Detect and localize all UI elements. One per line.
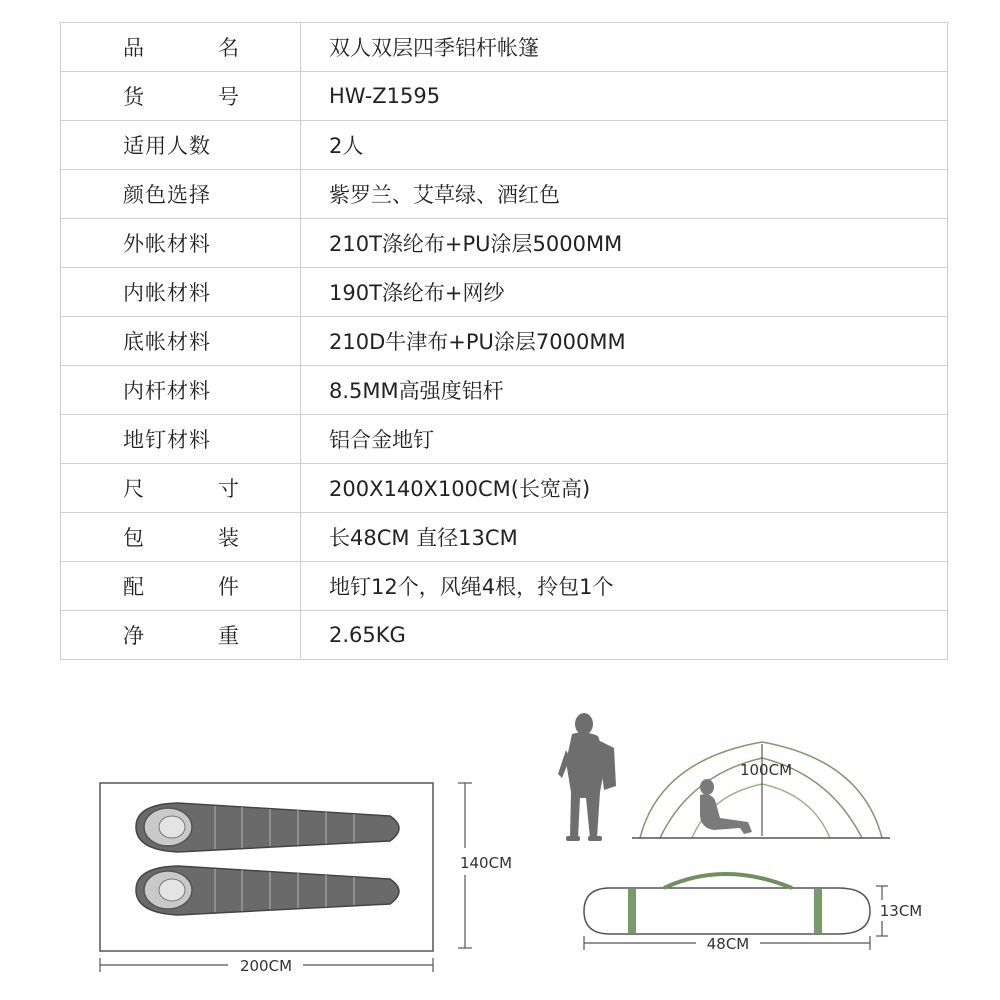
row-label — [61, 219, 301, 268]
label-char: 货 — [123, 85, 144, 109]
dimension-diagram — [0, 700, 1000, 1000]
floor-plan — [100, 783, 512, 975]
row-value: 2.65KG — [301, 611, 948, 660]
table-row — [61, 121, 948, 170]
row-label — [61, 415, 301, 464]
table-row — [61, 23, 948, 72]
label-text: 颜色选择 — [123, 183, 211, 207]
packed-bag-icon — [584, 874, 870, 934]
label-char: 件 — [218, 575, 239, 599]
table-row — [61, 415, 948, 464]
dome-tent-icon — [632, 742, 890, 838]
row-label — [61, 170, 301, 219]
pack-diameter-label: 13CM — [879, 902, 923, 920]
label-char: 包 — [123, 526, 144, 550]
table-row — [61, 317, 948, 366]
floor-width-label: 200CM — [239, 957, 293, 975]
label-text: 外帐材料 — [123, 232, 211, 256]
table-row — [61, 464, 948, 513]
row-label — [61, 562, 301, 611]
row-value: 8.5MM高强度铝杆 — [301, 366, 948, 415]
row-value: 双人双层四季铝杆帐篷 — [301, 23, 948, 72]
spec-table — [60, 22, 948, 660]
row-value: HW-Z1595 — [301, 72, 948, 121]
sitting-person-icon — [700, 779, 752, 834]
label-char: 配 — [123, 575, 144, 599]
row-label — [61, 268, 301, 317]
table-row — [61, 562, 948, 611]
row-label — [61, 464, 301, 513]
label-char: 重 — [218, 624, 239, 648]
label-char: 尺 — [123, 477, 144, 501]
table-row — [61, 513, 948, 562]
table-row — [61, 72, 948, 121]
tent-height-label: 100CM — [739, 761, 793, 779]
row-value: 地钉12个，风绳4根，拎包1个 — [301, 562, 948, 611]
row-value: 紫罗兰、艾草绿、酒红色 — [301, 170, 948, 219]
table-row — [61, 268, 948, 317]
label-char: 寸 — [218, 477, 239, 501]
row-value: 210T涤纶布+PU涂层5000MM — [301, 219, 948, 268]
row-label — [61, 72, 301, 121]
row-label — [61, 513, 301, 562]
label-text: 底帐材料 — [123, 330, 211, 354]
row-value: 2人 — [301, 121, 948, 170]
row-label — [61, 611, 301, 660]
label-text: 适用人数 — [123, 134, 211, 158]
row-label — [61, 121, 301, 170]
table-row — [61, 366, 948, 415]
row-label — [61, 366, 301, 415]
label-text: 内杆材料 — [123, 379, 211, 403]
label-char: 装 — [218, 526, 239, 550]
label-char: 净 — [123, 624, 144, 648]
row-value: 长48CM 直径13CM — [301, 513, 948, 562]
label-text: 内帐材料 — [123, 281, 211, 305]
label-char: 名 — [218, 36, 239, 60]
table-row — [61, 611, 948, 660]
table-row — [61, 219, 948, 268]
floor-depth-label: 140CM — [459, 854, 513, 872]
row-label — [61, 23, 301, 72]
label-text: 地钉材料 — [123, 428, 211, 452]
standing-person-icon — [558, 713, 616, 841]
row-value: 铝合金地钉 — [301, 415, 948, 464]
row-value: 210D牛津布+PU涂层7000MM — [301, 317, 948, 366]
table-row — [61, 170, 948, 219]
row-value: 200X140X100CM(长宽高) — [301, 464, 948, 513]
pack-length-label: 48CM — [706, 935, 750, 953]
row-value: 190T涤纶布+网纱 — [301, 268, 948, 317]
label-char: 品 — [123, 36, 144, 60]
row-label — [61, 317, 301, 366]
label-char: 号 — [218, 85, 239, 109]
